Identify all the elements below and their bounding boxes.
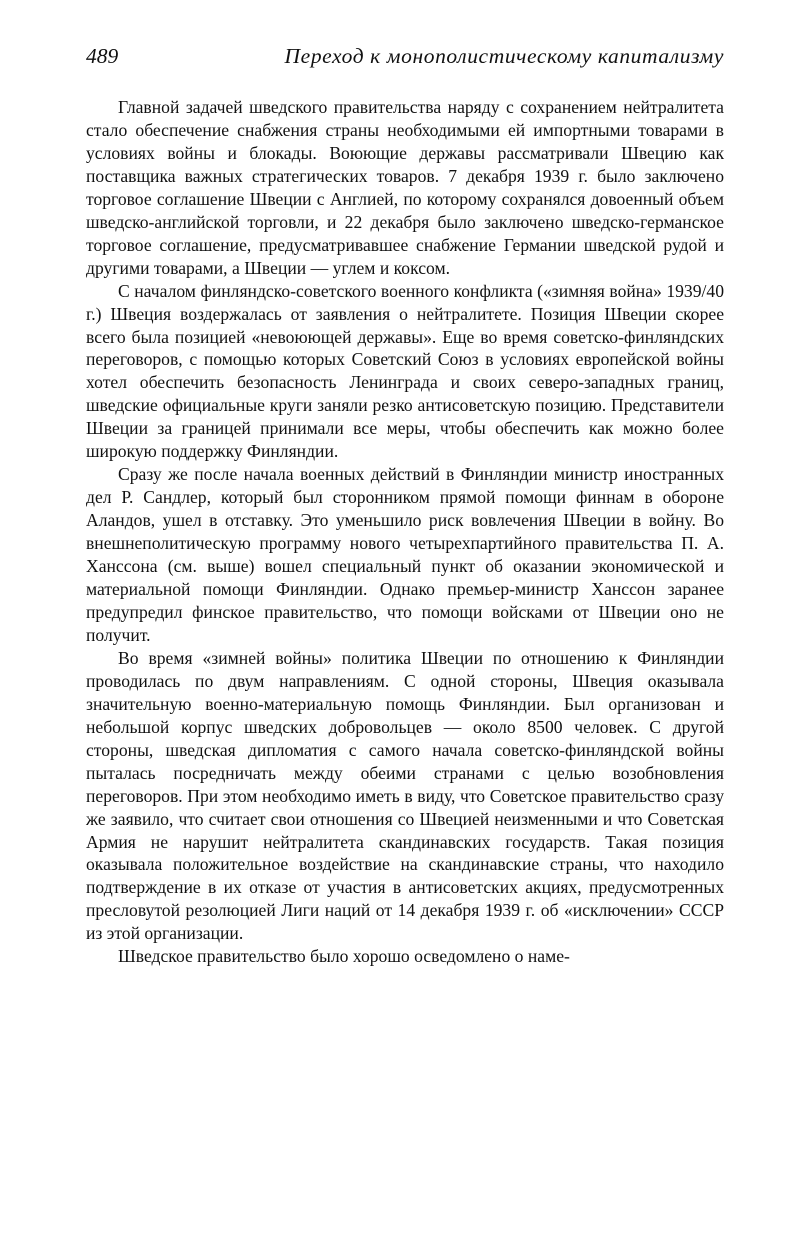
paragraph-swedish-policy: Во время «зимней войны» политика Швеции по отношению к Финляндии проводилась по двум направлениям. С одной стороны, Швеция оказывала значительную военно-материальную помощь Финляндии. Был организован и небольшой корпус шведских добровольцев — около 8500 человек. С другой стороны, шведская дипломатия с самого начала советско-финляндской войны пыталась посредничать между обеими странами с целью возобновления переговоров. При этом необходимо иметь в виду, что Советское правительство сразу же заявило, что считает свои отношения со Швецией неизменными и что Советская Армия не нарушит нейтралитета скандинавских государств. Такая позиция оказывала положительное воздействие на скандинавские страны, что находило подтверждение в их отказе от участия в антисоветских акциях, предусмотренных пресловутой резолюцией Лиги наций от 14 декабря 1939 г. об «исключении» СССР из этой организации.	[86, 647, 724, 944]
body-text	[86, 96, 724, 968]
paragraph-sandler-resignation: Сразу же после начала военных действий в Финляндии министр иностранных дел Р. Сандлер, который был сторонником прямой помощи финнам в обороне Аландов, ушел в отставку. Это уменьшило риск вовлечения Швеции в войну. Во внешнеполитическую программу нового четырехпартийного правительства П. А. Ханссона (см. выше) вошел специальный пункт об оказании экономической и материальной помощи Финляндии. Однако премьер-министр Ханссон заранее предупредил финское правительство, что помощи войсками от Швеции оно не получит.	[86, 464, 724, 645]
paragraph-trade-agreements: Главной задачей шведского правительства наряду с сохранением нейтралитета стало обеспечение снабжения страны необходимыми ей импортными товарами в условиях войны и блокады. Воюющие державы рассматривали Швецию как поставщика важных стратегических товаров. 7 декабря 1939 г. было заключено торговое соглашение Швеции с Англией, по которому сохранялся довоенный объем шведско-английской торговли, и 22 декабря было заключено шведско-германское торговое соглашение, предусматривавшее снабжение Германии шведской рудой и другими товарами, а Швеции — углем и коксом.	[86, 97, 724, 278]
paragraph-winter-war-start: С началом финляндско-советского военного конфликта («зимняя война» 1939/40 г.) Швеция воздержалась от заявления о нейтралитете. Позиция Швеции скорее всего была позицией «невоюющей державы». Еще во время советско-финляндских переговоров, с помощью которых Советский Союз в условиях европейской войны хотел обеспечить безопасность Ленинграда и своих северо-западных границ, шведские официальные круги заняли резко антисоветскую позицию. Представители Швеции за границей принимали все меры, чтобы обеспечить как можно более широкую поддержку Финляндии.	[86, 280, 724, 462]
paragraph-continuation: Шведское правительство было хорошо осведомлено о наме-	[118, 946, 570, 967]
page-number: 489	[86, 44, 119, 68]
section-title: Переход к монополистическому капитализму	[284, 44, 724, 68]
running-head	[86, 44, 724, 78]
